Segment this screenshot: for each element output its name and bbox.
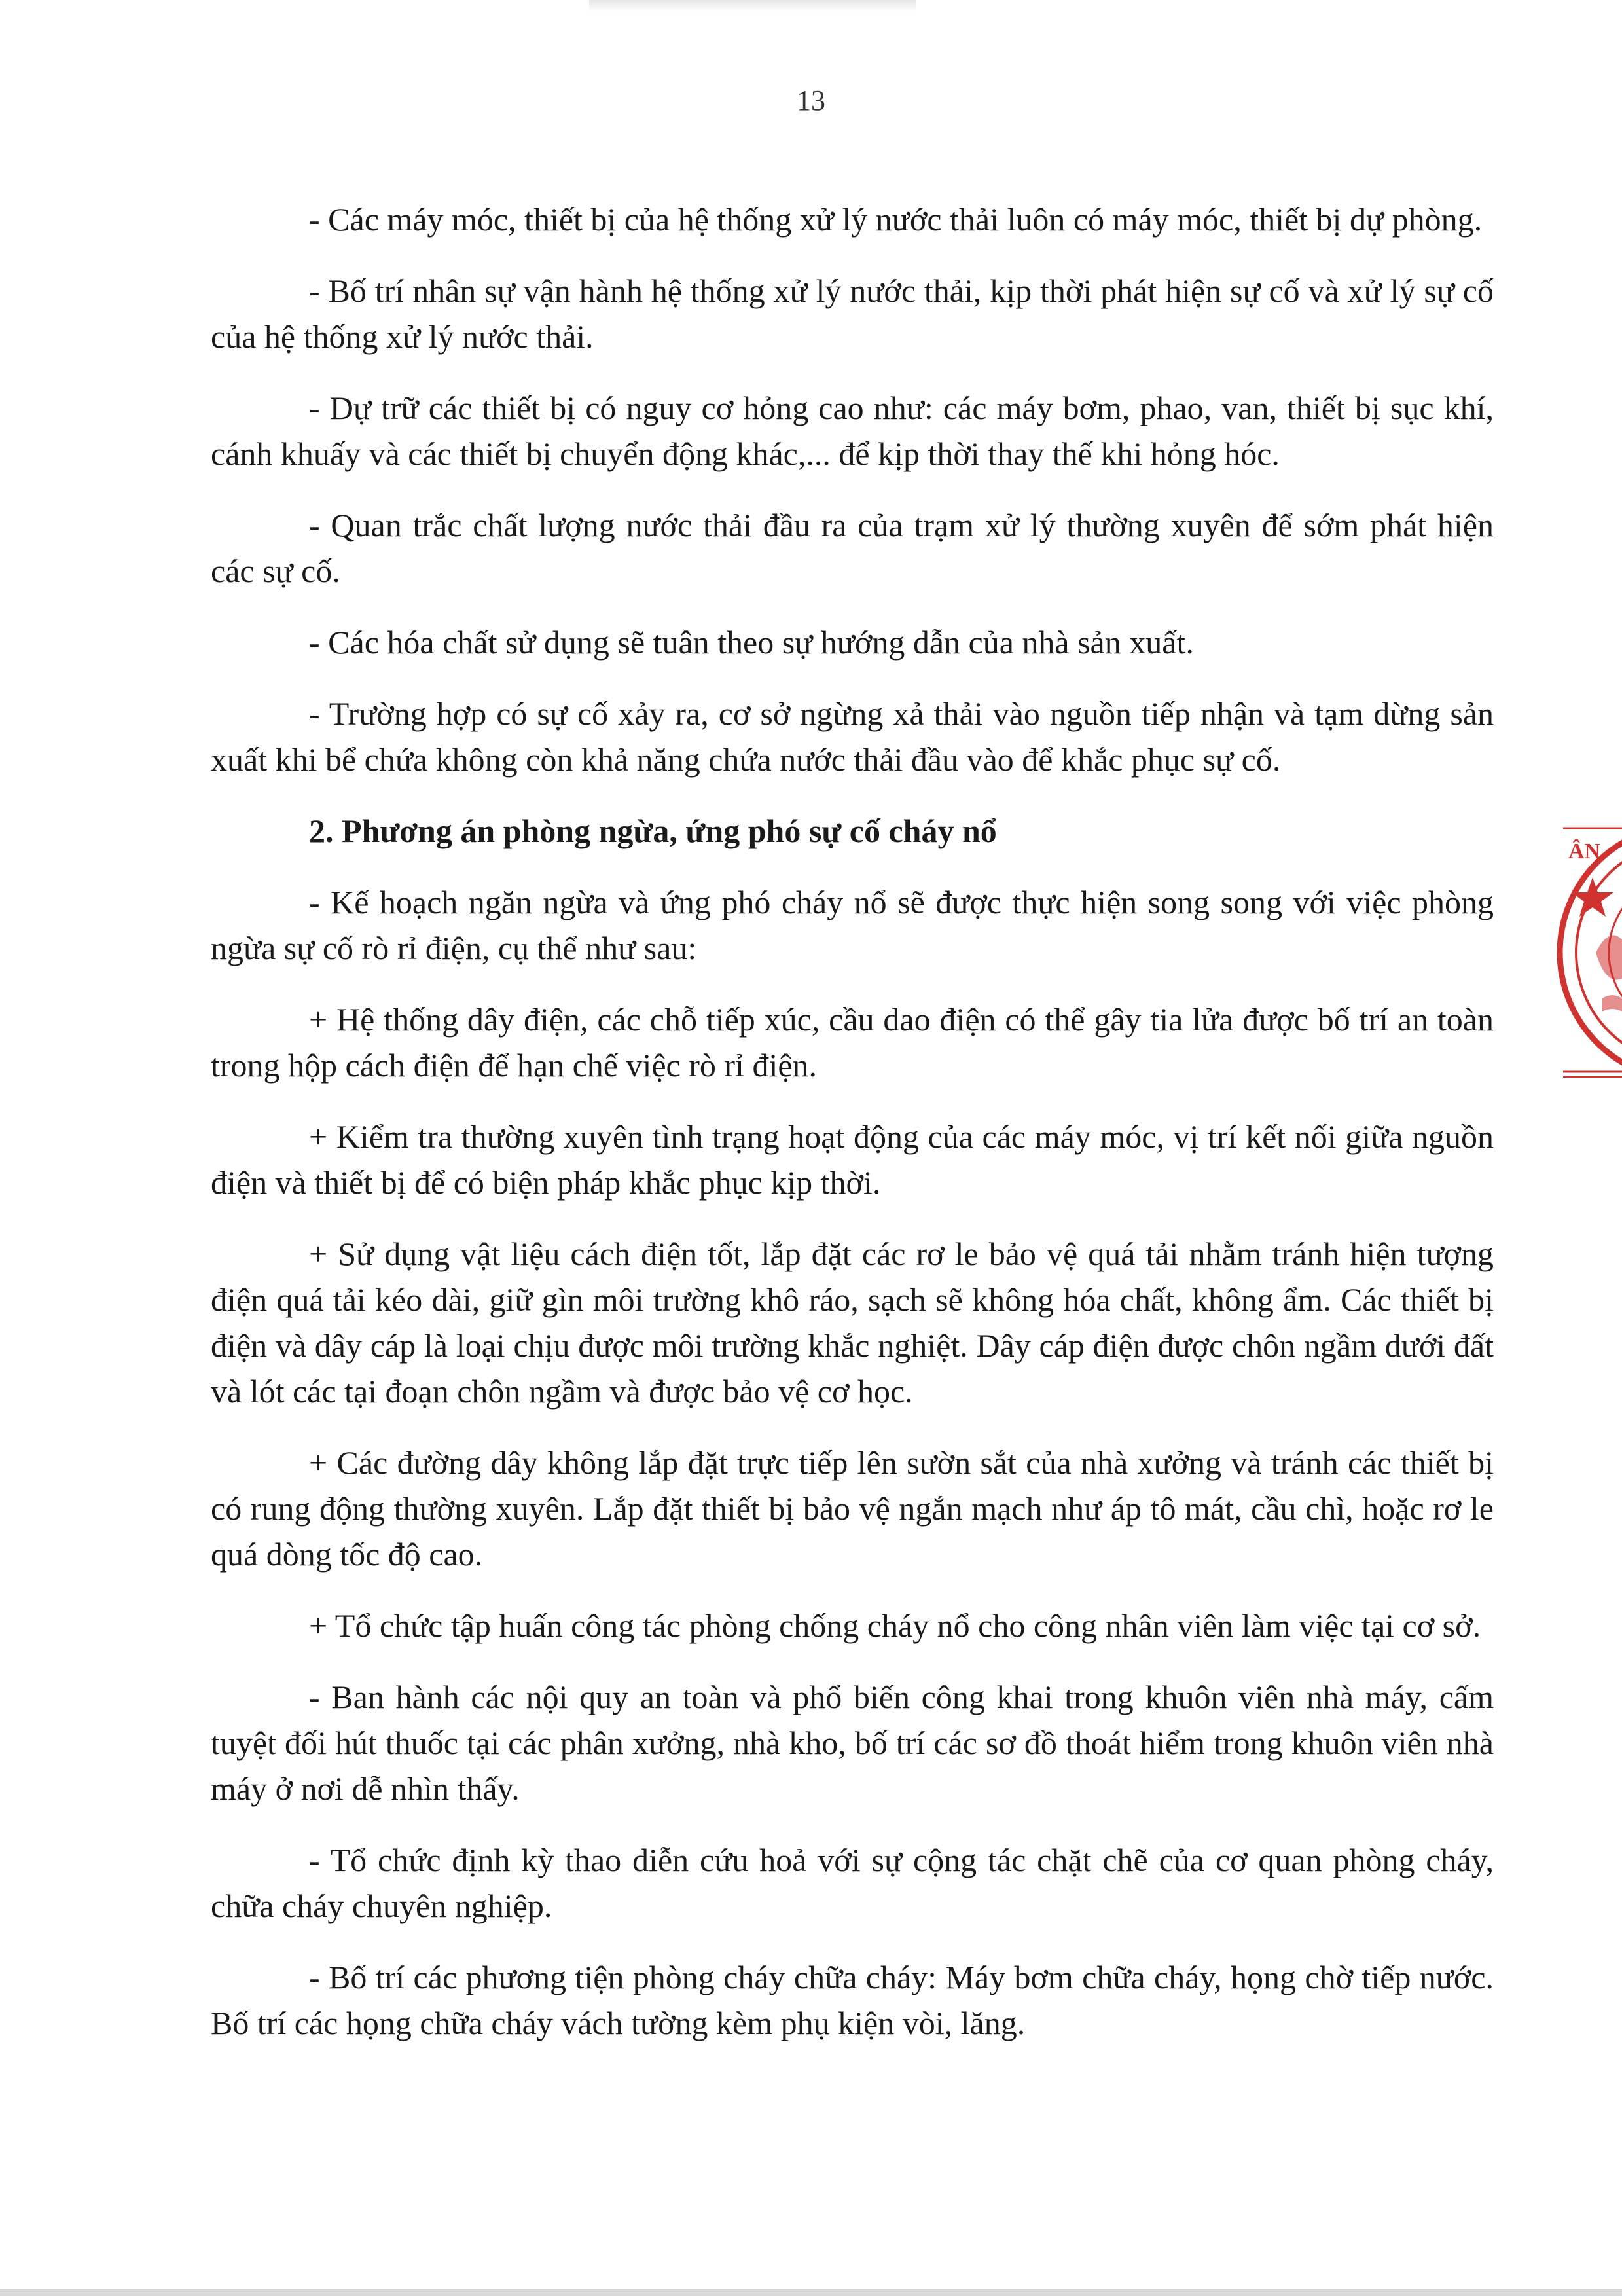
document-body: [211, 196, 1494, 2071]
paragraph: - Các máy móc, thiết bị của hệ thống xử lý nước thải luôn có máy móc, thiết bị dự phòng.: [309, 201, 1483, 238]
paragraph: - Trường hợp có sự cố xảy ra, cơ sở ngừng xả thải vào nguồn tiếp nhận và tạm dừng sản xuất khi bể chứa không còn khả năng chứa nước thải đầu vào để khắc phục sự cố.: [211, 695, 1494, 778]
red-seal-stamp: [1557, 802, 1622, 1103]
paragraph: + Hệ thống dây điện, các chỗ tiếp xúc, cầu dao điện có thể gây tia lửa được bố trí an toàn trong hộp cách điện để hạn chế việc rò rỉ điện.: [211, 1001, 1494, 1084]
paragraph: - Tổ chức định kỳ thao diễn cứu hoả với sự cộng tác chặt chẽ của cơ quan phòng cháy, chữa cháy chuyên nghiệp.: [211, 1842, 1494, 1924]
paragraph: - Các hóa chất sử dụng sẽ tuân theo sự hướng dẫn của nhà sản xuất.: [309, 624, 1194, 661]
paragraph: - Ban hành các nội quy an toàn và phổ biến công khai trong khuôn viên nhà máy, cấm tuyệt đối hút thuốc tại các phân xưởng, nhà kho, bố trí các sơ đồ thoát hiểm trong khuôn viên nhà máy ở nơi dễ nhìn thấy.: [211, 1679, 1494, 1807]
page-number: 13: [797, 84, 825, 117]
paragraph: + Sử dụng vật liệu cách điện tốt, lắp đặt các rơ le bảo vệ quá tải nhằm tránh hiện tượng điện quá tải kéo dài, giữ gìn môi trường khô ráo, sạch sẽ không hóa chất, không ẩm. Các thiết bị điện và dây cáp là loại chịu được môi trường khắc nghiệt. Dây cáp điện được chôn ngầm dưới đất và lót các tại đoạn chôn ngầm và được bảo vệ cơ học.: [211, 1235, 1494, 1410]
paragraph: - Dự trữ các thiết bị có nguy cơ hỏng cao như: các máy bơm, phao, van, thiết bị sục khí, cánh khuấy và các thiết bị chuyển động khác,... để kịp thời thay thế khi hỏng hóc.: [211, 390, 1494, 472]
paragraph: - Bố trí các phương tiện phòng cháy chữa cháy: Máy bơm chữa cháy, họng chờ tiếp nước. Bố trí các họng chữa cháy vách tường kèm phụ kiện vòi, lăng.: [211, 1959, 1494, 2041]
paragraph: - Kế hoạch ngăn ngừa và ứng phó cháy nổ sẽ được thực hiện song song với việc phòng ngừa sự cố rò rỉ điện, cụ thể như sau:: [211, 884, 1494, 966]
seal-icon: [1557, 802, 1622, 1103]
paragraph: - Bố trí nhân sự vận hành hệ thống xử lý nước thải, kịp thời phát hiện sự cố và xử lý sự cố của hệ thống xử lý nước thải.: [211, 272, 1494, 355]
paragraph: + Tổ chức tập huấn công tác phòng chống cháy nổ cho công nhân viên làm việc tại cơ sở.: [309, 1607, 1481, 1644]
paragraph: + Kiểm tra thường xuyên tình trạng hoạt động của các máy móc, vị trí kết nối giữa nguồn điện và thiết bị để có biện pháp khắc phục kịp thời.: [211, 1118, 1494, 1201]
paragraph: + Các đường dây không lắp đặt trực tiếp lên sườn sắt của nhà xưởng và tránh các thiết bị có rung động thường xuyên. Lắp đặt thiết bị bảo vệ ngắn mạch như áp tô mát, cầu chì, hoặc rơ le quá dòng tốc độ cao.: [211, 1444, 1494, 1573]
section-heading: 2. Phương án phòng ngừa, ứng phó sự cố cháy nổ: [309, 812, 997, 849]
paragraph: - Quan trắc chất lượng nước thải đầu ra của trạm xử lý thường xuyên để sớm phát hiện các sự cố.: [211, 507, 1494, 589]
scan-shadow-bottom: [0, 2289, 1622, 2296]
scan-shadow-top: [589, 0, 916, 12]
seal-text: ÂN: [1568, 839, 1601, 864]
